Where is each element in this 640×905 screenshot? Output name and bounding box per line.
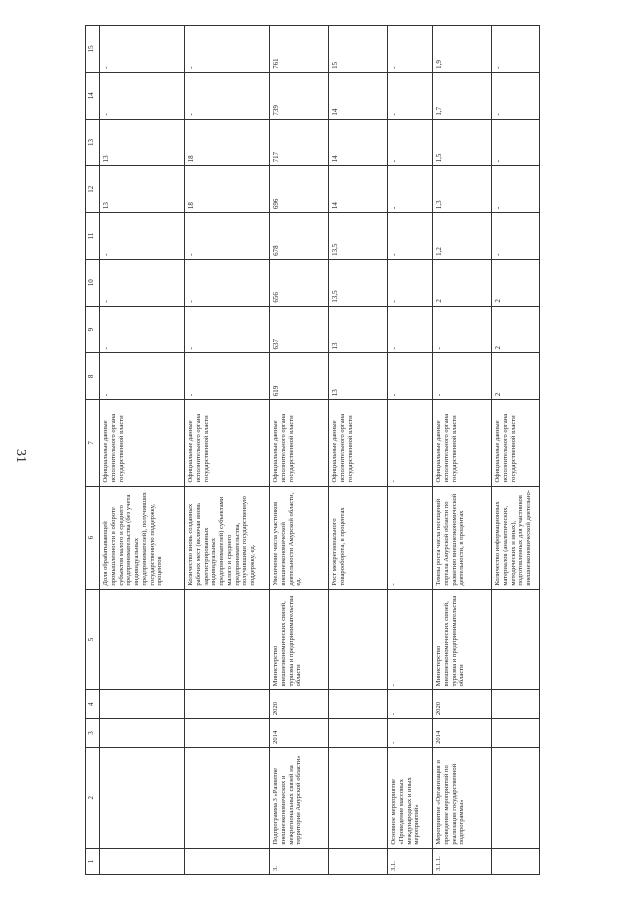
value-col-13: - bbox=[388, 119, 433, 166]
measure-name bbox=[100, 747, 185, 848]
rotated-page bbox=[85, 25, 615, 875]
header-row bbox=[86, 26, 100, 875]
data-source: Официальные данные исполнительного органа государственной власти bbox=[270, 400, 329, 486]
indicator-name: Увеличение числа участников внешнеэкономической деятельности Амурской области, ед. bbox=[270, 486, 329, 589]
header-cell: 9 bbox=[86, 306, 100, 353]
table-row bbox=[270, 26, 329, 875]
value-col-9: - bbox=[100, 306, 185, 353]
indicator-name: Количество информационных материалов (аналитических, методических и иных), подготовленных для участников внешнеэкономической деятельно- bbox=[492, 486, 540, 589]
responsible-executor: Министерство внешнеэкономических связей, туризма и предпринимательства области bbox=[433, 589, 492, 690]
value-col-10: - bbox=[100, 259, 185, 306]
value-col-11: - bbox=[185, 213, 270, 260]
responsible-executor: - bbox=[388, 589, 433, 690]
table-row bbox=[329, 26, 388, 875]
row-number bbox=[100, 848, 185, 874]
value-col-12: 18 bbox=[185, 166, 270, 213]
value-col-13: 18 bbox=[185, 119, 270, 166]
table-row bbox=[185, 26, 270, 875]
table-row bbox=[492, 26, 540, 875]
header-cell: 12 bbox=[86, 166, 100, 213]
indicator-name: - bbox=[388, 486, 433, 589]
data-source: Официальные данные исполнительного органа государственной власти bbox=[329, 400, 388, 486]
value-col-12: 696 bbox=[270, 166, 329, 213]
value-col-15: - bbox=[492, 26, 540, 73]
responsible-executor: Министерство внешнеэкономических связей, туризма и предпринимательства области bbox=[270, 589, 329, 690]
value-col-13: 14 bbox=[329, 119, 388, 166]
measure-name: Подпрограмма 3 «Развитие внешнеэкономических и межрегиональных связей на территории Амурской области» bbox=[270, 747, 329, 848]
value-col-14: - bbox=[185, 72, 270, 119]
value-col-8: 2 bbox=[492, 353, 540, 400]
data-source: Официальные данные исполнительного органа государственной власти bbox=[185, 400, 270, 486]
value-col-15: - bbox=[388, 26, 433, 73]
end-year: 2020 bbox=[270, 690, 329, 719]
value-col-8: - bbox=[388, 353, 433, 400]
header-cell: 5 bbox=[86, 589, 100, 690]
value-col-14: - bbox=[388, 72, 433, 119]
value-col-8: - bbox=[100, 353, 185, 400]
value-col-13: 13 bbox=[100, 119, 185, 166]
page-number: 31 bbox=[13, 449, 28, 463]
start-year: 2014 bbox=[270, 719, 329, 748]
value-col-14: - bbox=[492, 72, 540, 119]
data-source: Официальные данные исполнительного органа государственной власти bbox=[433, 400, 492, 486]
row-number bbox=[492, 848, 540, 874]
header-cell: 6 bbox=[86, 486, 100, 589]
value-col-9: 2 bbox=[492, 306, 540, 353]
end-year: 2020 bbox=[433, 690, 492, 719]
data-source: Официальные данные исполнительного органа государственной власти bbox=[492, 400, 540, 486]
measure-name bbox=[329, 747, 388, 848]
value-col-12: - bbox=[388, 166, 433, 213]
value-col-11: - bbox=[492, 213, 540, 260]
header-cell: 7 bbox=[86, 400, 100, 486]
header-cell: 4 bbox=[86, 690, 100, 719]
value-col-8: 13 bbox=[329, 353, 388, 400]
end-year bbox=[329, 690, 388, 719]
value-col-9: 13 bbox=[329, 306, 388, 353]
start-year bbox=[492, 719, 540, 748]
header-cell: 15 bbox=[86, 26, 100, 73]
measure-name: Мероприятие «Организация и проведение мероприятий по реализации государственной подпрограммы» bbox=[433, 747, 492, 848]
value-col-15: - bbox=[100, 26, 185, 73]
header-cell: 1 bbox=[86, 848, 100, 874]
indicator-name: Доля обрабатывающей промышленности в обороте субъектов малого и среднего предпринимательства (без учета индивидуальных предпринимателей), получивших государственную поддержку, процентов bbox=[100, 486, 185, 589]
header-cell: 2 bbox=[86, 747, 100, 848]
header-cell: 8 bbox=[86, 353, 100, 400]
value-col-9: - bbox=[388, 306, 433, 353]
data-source: Официальные данные исполнительного органа государственной власти bbox=[100, 400, 185, 486]
value-col-9: - bbox=[185, 306, 270, 353]
responsible-executor bbox=[329, 589, 388, 690]
value-col-12: 13 bbox=[100, 166, 185, 213]
responsible-executor bbox=[492, 589, 540, 690]
value-col-10: - bbox=[185, 259, 270, 306]
value-col-14: 739 bbox=[270, 72, 329, 119]
value-col-13: 1,5 bbox=[433, 119, 492, 166]
value-col-15: 1,9 bbox=[433, 26, 492, 73]
value-col-10: 2 bbox=[492, 259, 540, 306]
value-col-13: 717 bbox=[270, 119, 329, 166]
row-number: 3. bbox=[270, 848, 329, 874]
value-col-8: - bbox=[185, 353, 270, 400]
value-col-8: - bbox=[433, 353, 492, 400]
measure-name: Основное мероприятие «Проведение массовых международных и иных мероприятий» bbox=[388, 747, 433, 848]
header-cell: 3 bbox=[86, 719, 100, 748]
value-col-14: - bbox=[100, 72, 185, 119]
end-year bbox=[492, 690, 540, 719]
header-cell: 13 bbox=[86, 119, 100, 166]
row-number: 3.1. bbox=[388, 848, 433, 874]
value-col-11: 678 bbox=[270, 213, 329, 260]
responsible-executor bbox=[100, 589, 185, 690]
start-year: 2014 bbox=[433, 719, 492, 748]
header-cell: 14 bbox=[86, 72, 100, 119]
value-col-11: - bbox=[100, 213, 185, 260]
row-number: 3.1.1. bbox=[433, 848, 492, 874]
indicator-name: Рост межрегионального товарооборота, в процентах bbox=[329, 486, 388, 589]
value-col-10: - bbox=[388, 259, 433, 306]
value-col-15: - bbox=[185, 26, 270, 73]
value-col-10: 2 bbox=[433, 259, 492, 306]
value-col-15: 15 bbox=[329, 26, 388, 73]
responsible-executor bbox=[185, 589, 270, 690]
value-col-11: 13,5 bbox=[329, 213, 388, 260]
table-row bbox=[388, 26, 433, 875]
value-col-12: 1,3 bbox=[433, 166, 492, 213]
value-col-11: 1,2 bbox=[433, 213, 492, 260]
row-number bbox=[329, 848, 388, 874]
row-number bbox=[185, 848, 270, 874]
measure-name bbox=[492, 747, 540, 848]
value-col-10: 13,5 bbox=[329, 259, 388, 306]
end-year bbox=[185, 690, 270, 719]
indicator-name: Темпы роста числа посещений портала Амурской области по развитию внешнеэкономической деятельности, в процентах bbox=[433, 486, 492, 589]
table-row bbox=[100, 26, 185, 875]
value-col-14: 1,7 bbox=[433, 72, 492, 119]
start-year bbox=[329, 719, 388, 748]
value-col-10: 656 bbox=[270, 259, 329, 306]
value-col-12: 14 bbox=[329, 166, 388, 213]
start-year bbox=[185, 719, 270, 748]
value-col-13: - bbox=[492, 119, 540, 166]
end-year: - bbox=[388, 690, 433, 719]
value-col-9: 637 bbox=[270, 306, 329, 353]
value-col-9: - bbox=[433, 306, 492, 353]
data-source: - bbox=[388, 400, 433, 486]
value-col-8: 619 bbox=[270, 353, 329, 400]
header-cell: 11 bbox=[86, 213, 100, 260]
value-col-15: 761 bbox=[270, 26, 329, 73]
table-row bbox=[433, 26, 492, 875]
end-year bbox=[100, 690, 185, 719]
measure-name bbox=[185, 747, 270, 848]
value-col-14: 14 bbox=[329, 72, 388, 119]
indicator-name: Количество вновь созданных рабочих мест (включая вновь зарегистрированных индивидуальных предпринимателей) субъектами малого и среднего предпринимательства, получившими государственную поддержку, ед. bbox=[185, 486, 270, 589]
start-year: - bbox=[388, 719, 433, 748]
value-col-12: - bbox=[492, 166, 540, 213]
header-cell: 10 bbox=[86, 259, 100, 306]
start-year bbox=[100, 719, 185, 748]
indicators-table bbox=[85, 25, 540, 875]
value-col-11: - bbox=[388, 213, 433, 260]
